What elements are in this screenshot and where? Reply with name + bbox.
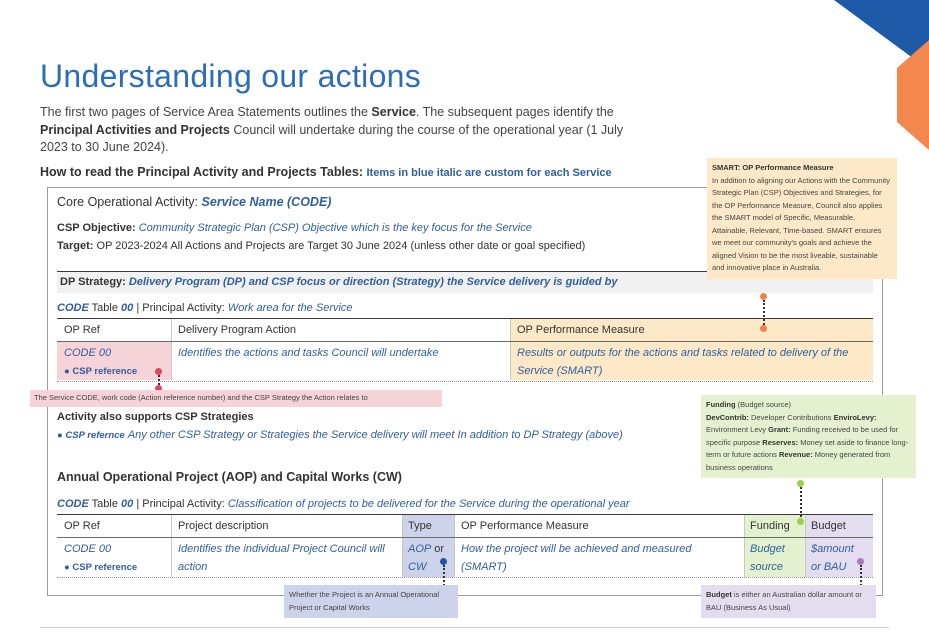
table2-header-opref: OP Ref — [64, 520, 100, 532]
table1-caption: CODE Table 00 | Principal Activity: Work area for the Service — [57, 302, 353, 314]
core-activity-line: Core Operational Activity: Service Name (CODE) — [57, 195, 332, 209]
table2-col-divider-5 — [805, 515, 806, 577]
table2-header-type: Type — [408, 520, 432, 532]
table2-col-divider-3 — [454, 515, 455, 577]
table1-ref-code: CODE 00 — [64, 347, 112, 359]
smart-connector-line — [763, 300, 765, 325]
budget-note: Budget is either an Australian dollar amount or BAU (Business As Usual) — [701, 585, 876, 618]
table2-col-divider-2 — [402, 515, 403, 577]
budget-connector-top-dot — [857, 558, 864, 565]
table1-header-measure: OP Performance Measure — [517, 324, 645, 336]
table2-budget-text: $amount or BAU — [811, 543, 854, 573]
table2-description-text: Identifies the individual Project Council will action — [178, 543, 385, 573]
table1-measure-text: Results or outputs for the actions and tasks related to delivery of the Service (SMART) — [517, 347, 849, 377]
code-connector-top-dot — [155, 368, 162, 375]
also-supports-heading: Activity also supports CSP Strategies — [57, 411, 254, 423]
table2-measure-text: How the project will be achieved and measured (SMART) — [461, 543, 692, 573]
table1-header-rule — [57, 341, 873, 342]
table2-header-budget: Budget — [811, 520, 846, 532]
service-name: Service Name (CODE) — [201, 195, 332, 209]
page-title: Understanding our actions — [40, 58, 422, 94]
table2-col-divider-1 — [171, 515, 172, 577]
csp-objective-line: CSP Objective: Community Strategic Plan (CSP) Objective which is the key focus for the Service — [57, 222, 532, 234]
table2-caption: CODE Table 00 | Principal Activity: Classification of projects to be delivered for the Service during the operational year — [57, 498, 630, 510]
code-note: The Service CODE, work code (Action reference number) and the CSP Strategy the Action relates to — [30, 390, 442, 407]
smart-connector-bottom-dot — [760, 325, 767, 332]
table1-csp-reference: ● CSP reference — [64, 366, 138, 377]
table2-csp-reference: ● CSP reference — [64, 562, 138, 573]
table1-col-divider-1 — [171, 319, 172, 380]
table1-col-divider-2 — [510, 319, 511, 380]
table2-header-funding: Funding — [750, 520, 790, 532]
table2-header-description: Project description — [178, 520, 269, 532]
code-connector-line — [158, 375, 160, 385]
intro-paragraph: The first two pages of Service Area Statements outlines the Service. The subsequent pages identify the Principal Activities and Projects Council will undertake during the course of the operational year (1 July 2023 to 30 June 2024). — [40, 105, 624, 154]
table1-header-action: Delivery Program Action — [178, 324, 296, 336]
table2-type-text: AOP or CW — [408, 543, 445, 573]
table1-action-text: Identifies the actions and tasks Council will undertake — [178, 347, 439, 359]
how-to-read-heading: How to read the Principal Activity and Projects Tables: Items in blue italic are custom for each Service — [40, 165, 612, 179]
footer-rule — [40, 627, 889, 628]
funding-connector-top-dot — [797, 480, 804, 487]
type-connector-top-dot — [440, 558, 447, 565]
table1-bottom-rule — [57, 381, 873, 382]
funding-connector-bottom-dot — [797, 518, 804, 525]
dp-strategy-line: DP Strategy: Delivery Program (DP) and CSP focus or direction (Strategy) the Service delivery is guided by — [60, 276, 618, 288]
smart-note — [707, 158, 897, 279]
table2-funding-text: Budget source — [750, 543, 785, 573]
type-note: Whether the Project is an Annual Operational Project or Capital Works — [284, 585, 458, 618]
smart-note-title: SMART: OP Performance Measure — [712, 163, 834, 172]
how-to-read-subheading: Items in blue italic are custom for each Service — [366, 167, 612, 179]
table2-header-rule — [57, 537, 873, 538]
table2-col-divider-4 — [744, 515, 745, 577]
table2-ref-code: CODE 00 — [64, 543, 112, 555]
corner-decoration-orange — [897, 40, 929, 150]
funding-connector-line — [800, 487, 802, 517]
smart-connector-top-dot — [760, 293, 767, 300]
table1-header-opref: OP Ref — [64, 324, 100, 336]
table2-header-measure: OP Performance Measure — [461, 520, 589, 532]
aop-heading: Annual Operational Project (AOP) and Capital Works (CW) — [57, 470, 402, 484]
table2-bottom-rule — [57, 577, 873, 578]
also-supports-line: ● CSP refernce Any other CSP Strategy or Strategies the Service delivery will meet In addition to DP Strategy (above) — [57, 429, 623, 441]
smart-note-body: In addition to aligning our Actions with the Community Strategic Plan (CSP) Objectives and Strategies, for the OP Performance Measure, Council also applies the SMART model of Specific, Measurable, Attainable, Relevant, Time-based. SMART ensures we meet our community's goals and achieve the aligned Vision to be the most liveable, sustainable and innovative place in Australia. — [712, 175, 891, 272]
target-line: Target: OP 2023-2024 All Actions and Projects are Target 30 June 2024 (unless other date or goal specified) — [57, 240, 586, 252]
funding-note: Funding (Budget source) DevContrib: Developer Contributions EnviroLevy: Environment Levy Grant: Funding received to be used for specific purpose Reserves: Money set aside to finance long-term or future actions Revenue: Money generated from business operations — [701, 395, 916, 478]
